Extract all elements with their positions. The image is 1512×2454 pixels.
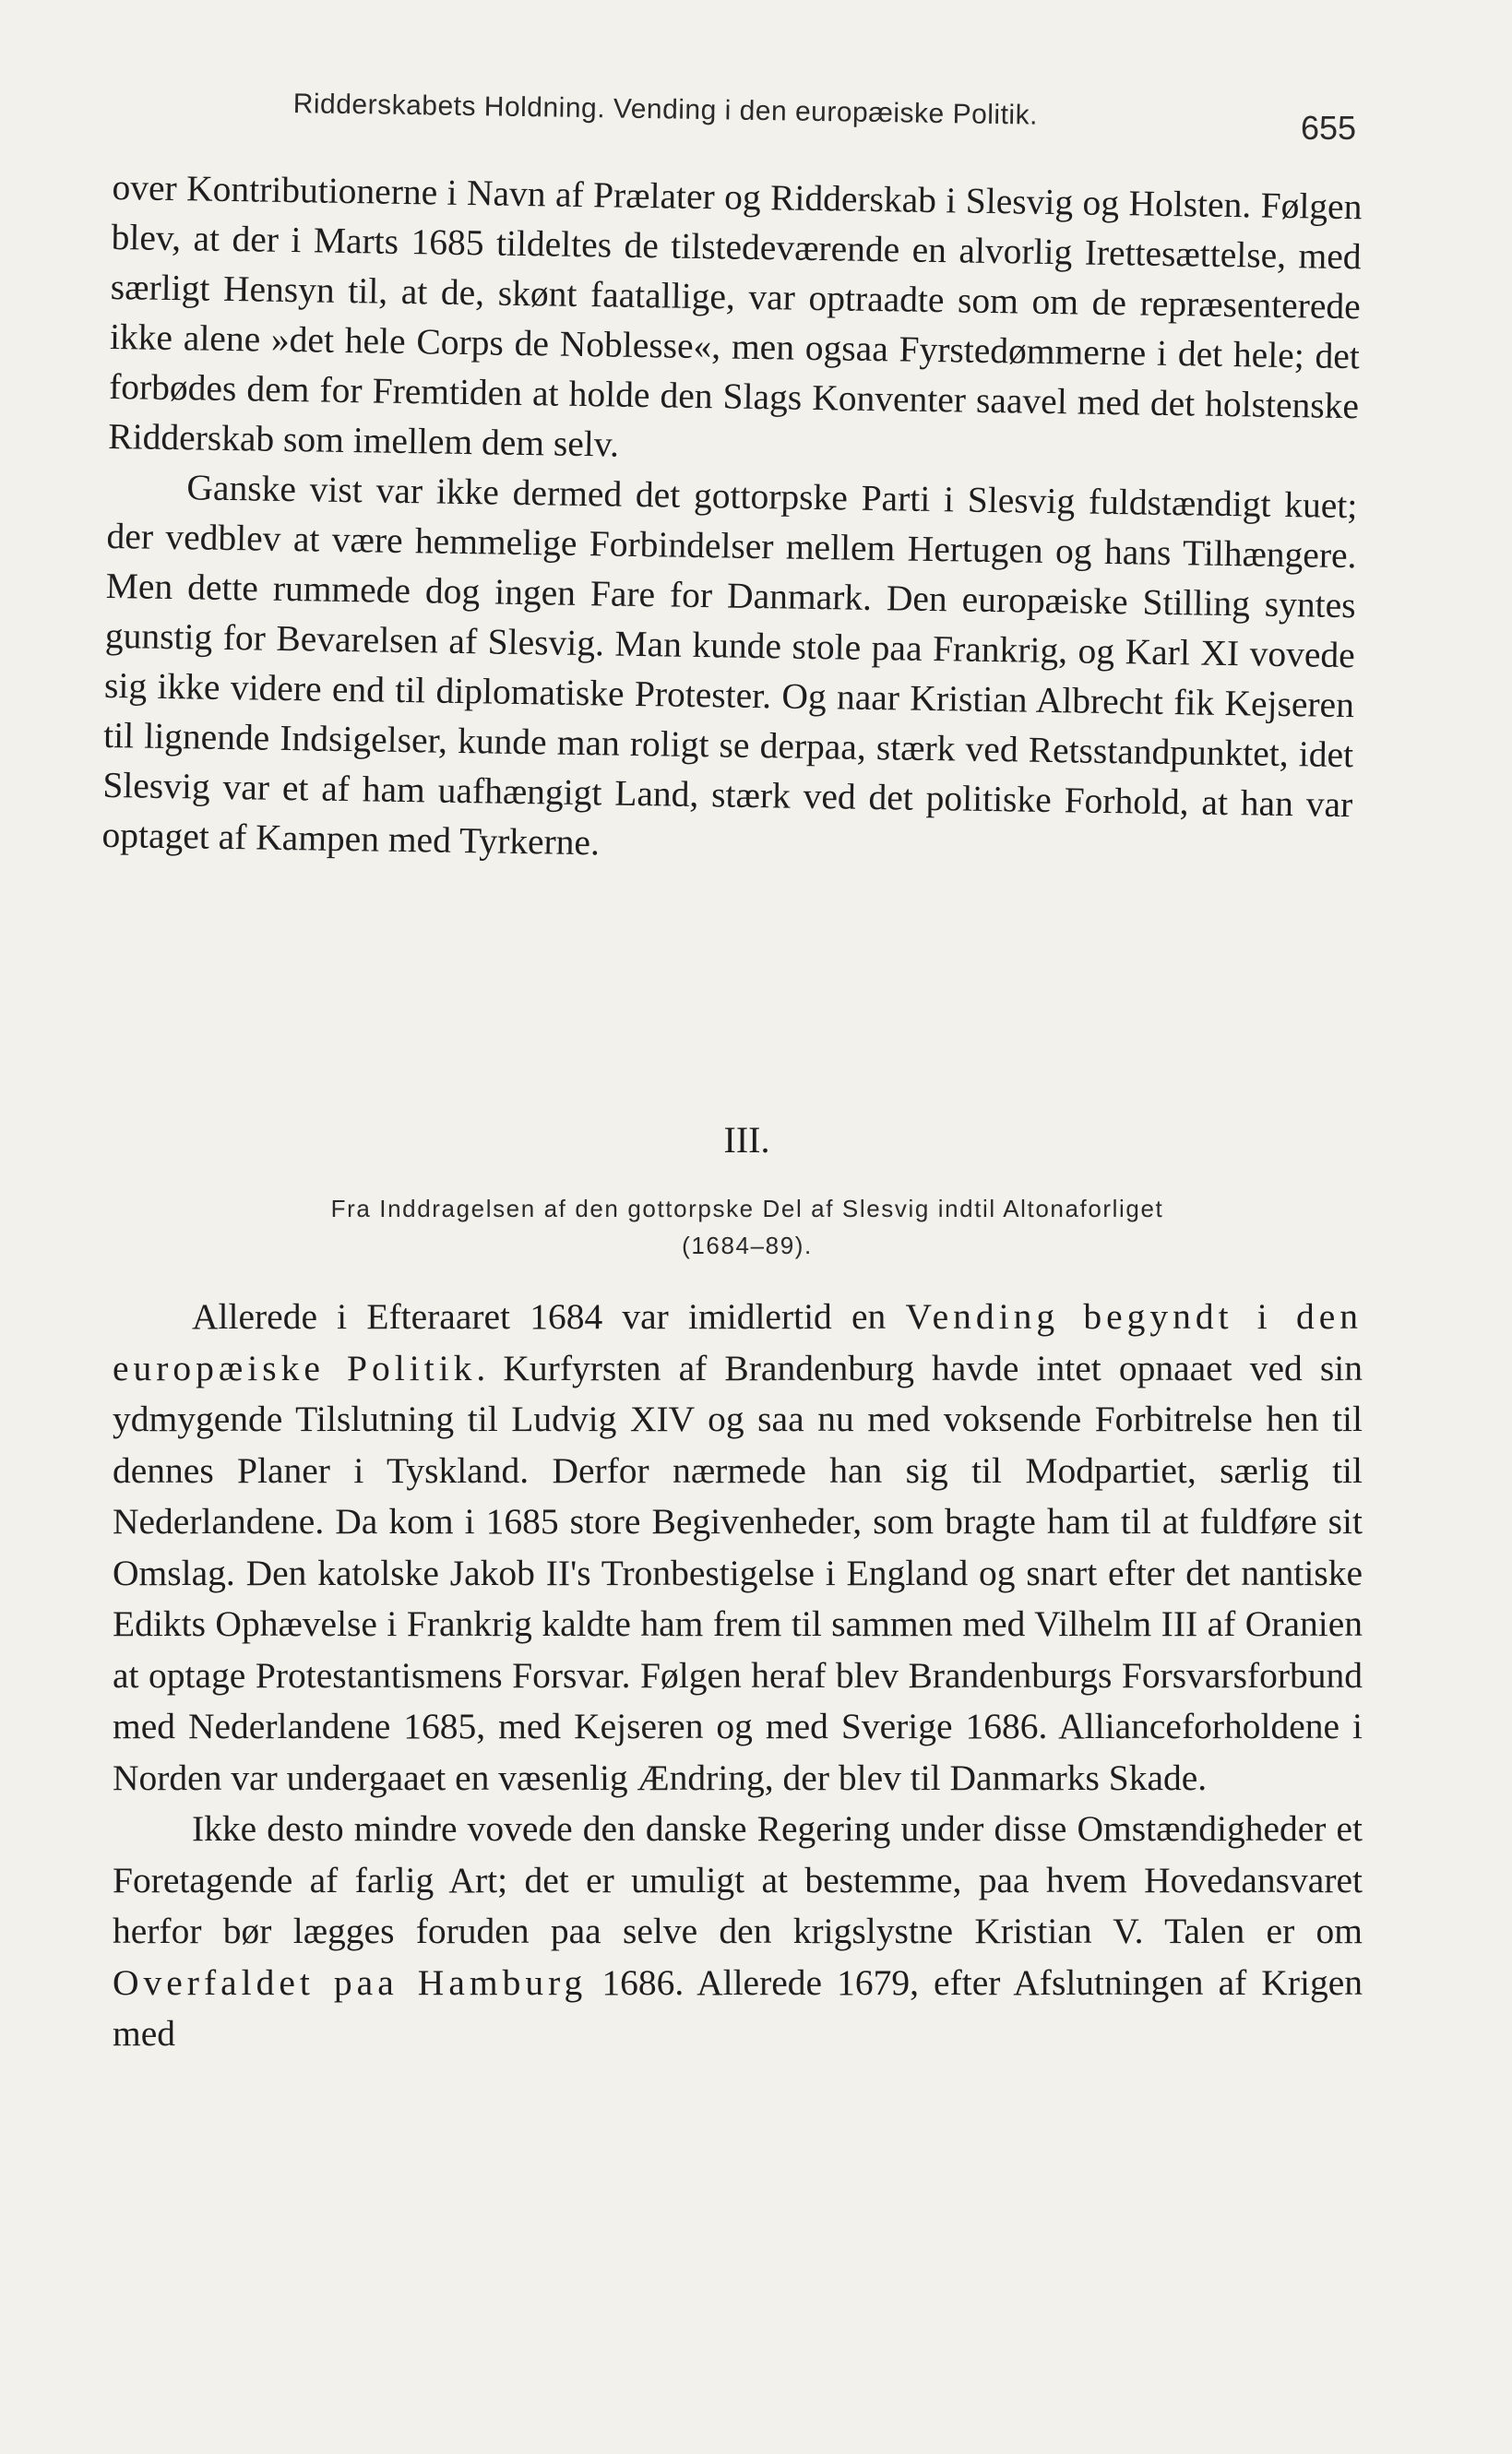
paragraph: Ganske vist var ikke dermed det gottorpske Parti i Slesvig fuldstændigt kuet; der vedblev at være hemmelige Forbindelser mellem Hertugen og hans Tilhængere. Men dette rummede dog ingen Fare for Danmark. Den europæiske Stilling syntes gunstig for Bevarelsen af Slesvig. Man kunde stole paa Frankrig, og Karl XI vovede sig ikke videre end til diplomatiske Protester. Og naar Kristian Albrecht fik Kejseren til lignende Indsigelser, kunde man roligt se derpaa, stærk ved Retsstandpunktet, idet Slesvig var et af ham uafhængigt Land, stærk ved det politiske Forhold, at han var optaget af Kampen med Tyrkerne. <box>101 467 1358 864</box>
text-block-continuation <box>101 162 1363 879</box>
section-numeral: III. <box>723 1119 770 1161</box>
emphasized-text: Overfaldet paa Hamburg <box>113 1961 588 2003</box>
section-heading-line: (1684–89). <box>682 1232 813 1259</box>
paragraph: over Kontributionerne i Navn af Prælater og Ridderskab i Slesvig og Holsten. Følgen blev, at der i Marts 1685 tildeltes de tilstedeværende en alvorlig Irettesættelse, med særligt Hensyn til, at de, skønt faatallige, var optraadte som om de repræsenterede ikke alene »det hele Corps de Noblesse«, men ogsaa Fyrstedømmerne i det hele; det forbødes dem for Fremtiden at holde den Slags Konventer saavel med det holstenske Ridderskab som imellem dem selv. <box>107 166 1363 465</box>
paragraph <box>113 1292 1363 1804</box>
paragraph-text: . Kurfyrsten af Brandenburg havde intet opnaaet ved sin ydmygende Tilslutning til Ludvig XIV og saa nu med voksende Forbitrelse hen til dennes Planer i Tyskland. Derfor nærmede han sig til Modpartiet, særlig til Nederlandene. Da kom i 1685 store Begivenheder, som bragte ham til at fuldføre sit Omslag. Den katolske Jakob II's Tronbestigelse i England og snart efter det nantiske Edikts Ophævelse i Frankrig kaldte ham frem til sammen med Vilhelm III af Oranien at optage Protestantismens Forsvar. Følgen heraf blev Brandenburgs Forsvarsforbund med Nederlandene 1685, med Kejseren og med Sverige 1686. Allianceforholdene i Norden var undergaaet en væsenlig Ændring, der blev til Danmarks Skade. <box>113 1347 1363 1798</box>
paragraph-text: Allerede i Efteraaret 1684 var imidlertid en <box>192 1296 906 1337</box>
emphasized-text: Vending begyndt i den europæiske Politik <box>113 1296 1363 1388</box>
page-number: 655 <box>1301 109 1357 147</box>
paragraph-text: Ikke desto mindre vovede den danske Regering under disse Omstændigheder et Foretagende af farlig Art; det er umuligt at bestemme, paa hvem Hovedansvaret herfor bør lægges foruden paa selve den krigslystne Kristian V. Talen er om <box>113 1808 1363 1951</box>
text-block-section-three <box>113 1292 1363 2060</box>
paragraph <box>113 1804 1363 2060</box>
section-heading-line: Fra Inddragelsen af den gottorpske Del af Slesvig indtil Altonaforliget <box>330 1195 1164 1222</box>
section-heading <box>129 1190 1365 1264</box>
running-header: Ridderskabets Holdning. Vending i den europæiske Politik. <box>292 89 1039 131</box>
paragraph-text: 1686. Allerede 1679, efter Afslutningen af Krigen med <box>113 1961 1363 2054</box>
